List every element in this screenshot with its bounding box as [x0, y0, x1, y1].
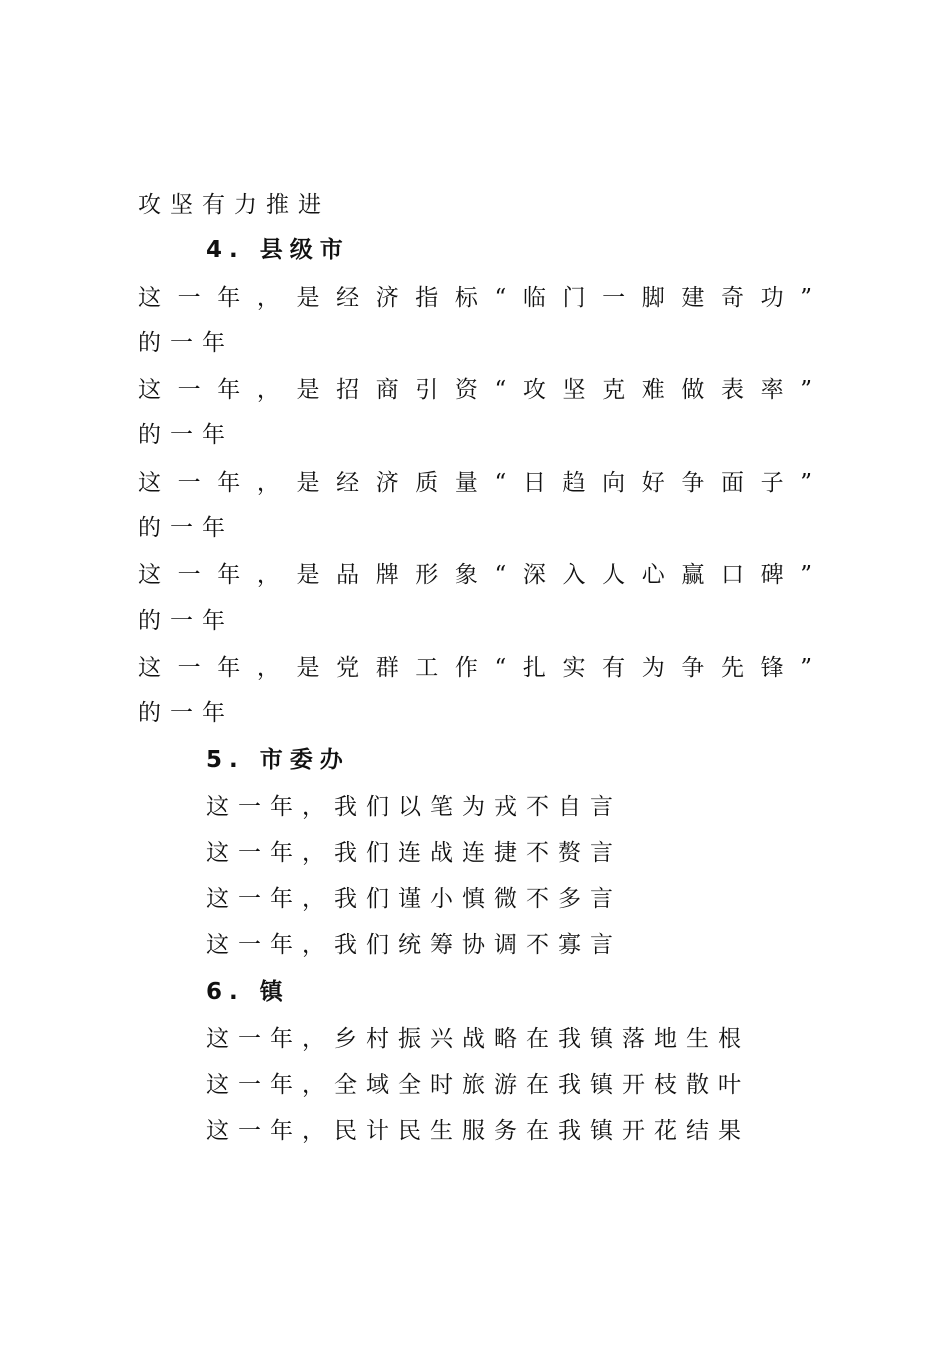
text-line: 这一年，我们谨小慎微不多言: [206, 886, 622, 912]
text-line: 这一年，乡村振兴战略在我镇落地生根: [206, 1026, 750, 1052]
section-heading: 4. 县级市: [206, 237, 350, 263]
section-heading: 5. 市委办: [206, 747, 350, 773]
text-line: 的一年: [138, 608, 234, 634]
text-line: 这一年，是招商引资“攻坚克难做表率”: [138, 377, 812, 403]
text-line: 的一年: [138, 330, 234, 356]
text-line: 这一年，是品牌形象“深入人心赢口碑”: [138, 562, 812, 588]
text-line: 这一年，是经济指标“临门一脚建奇功”: [138, 285, 812, 311]
text-line: 这一年，是经济质量“日趋向好争面子”: [138, 470, 812, 496]
text-line: 这一年，全域全时旅游在我镇开枝散叶: [206, 1072, 750, 1098]
text-line: 这一年，是党群工作“扎实有为争先锋”: [138, 655, 812, 681]
text-line: 这一年，我们连战连捷不赘言: [206, 840, 622, 866]
text-line: 的一年: [138, 515, 234, 541]
text-line: 的一年: [138, 700, 234, 726]
text-line: 攻坚有力推进: [138, 192, 330, 218]
text-line: 这一年，民计民生服务在我镇开花结果: [206, 1118, 750, 1144]
section-heading: 6. 镇: [206, 979, 290, 1005]
text-line: 这一年，我们以笔为戎不自言: [206, 794, 622, 820]
text-line: 的一年: [138, 422, 234, 448]
text-line: 这一年，我们统筹协调不寡言: [206, 932, 622, 958]
